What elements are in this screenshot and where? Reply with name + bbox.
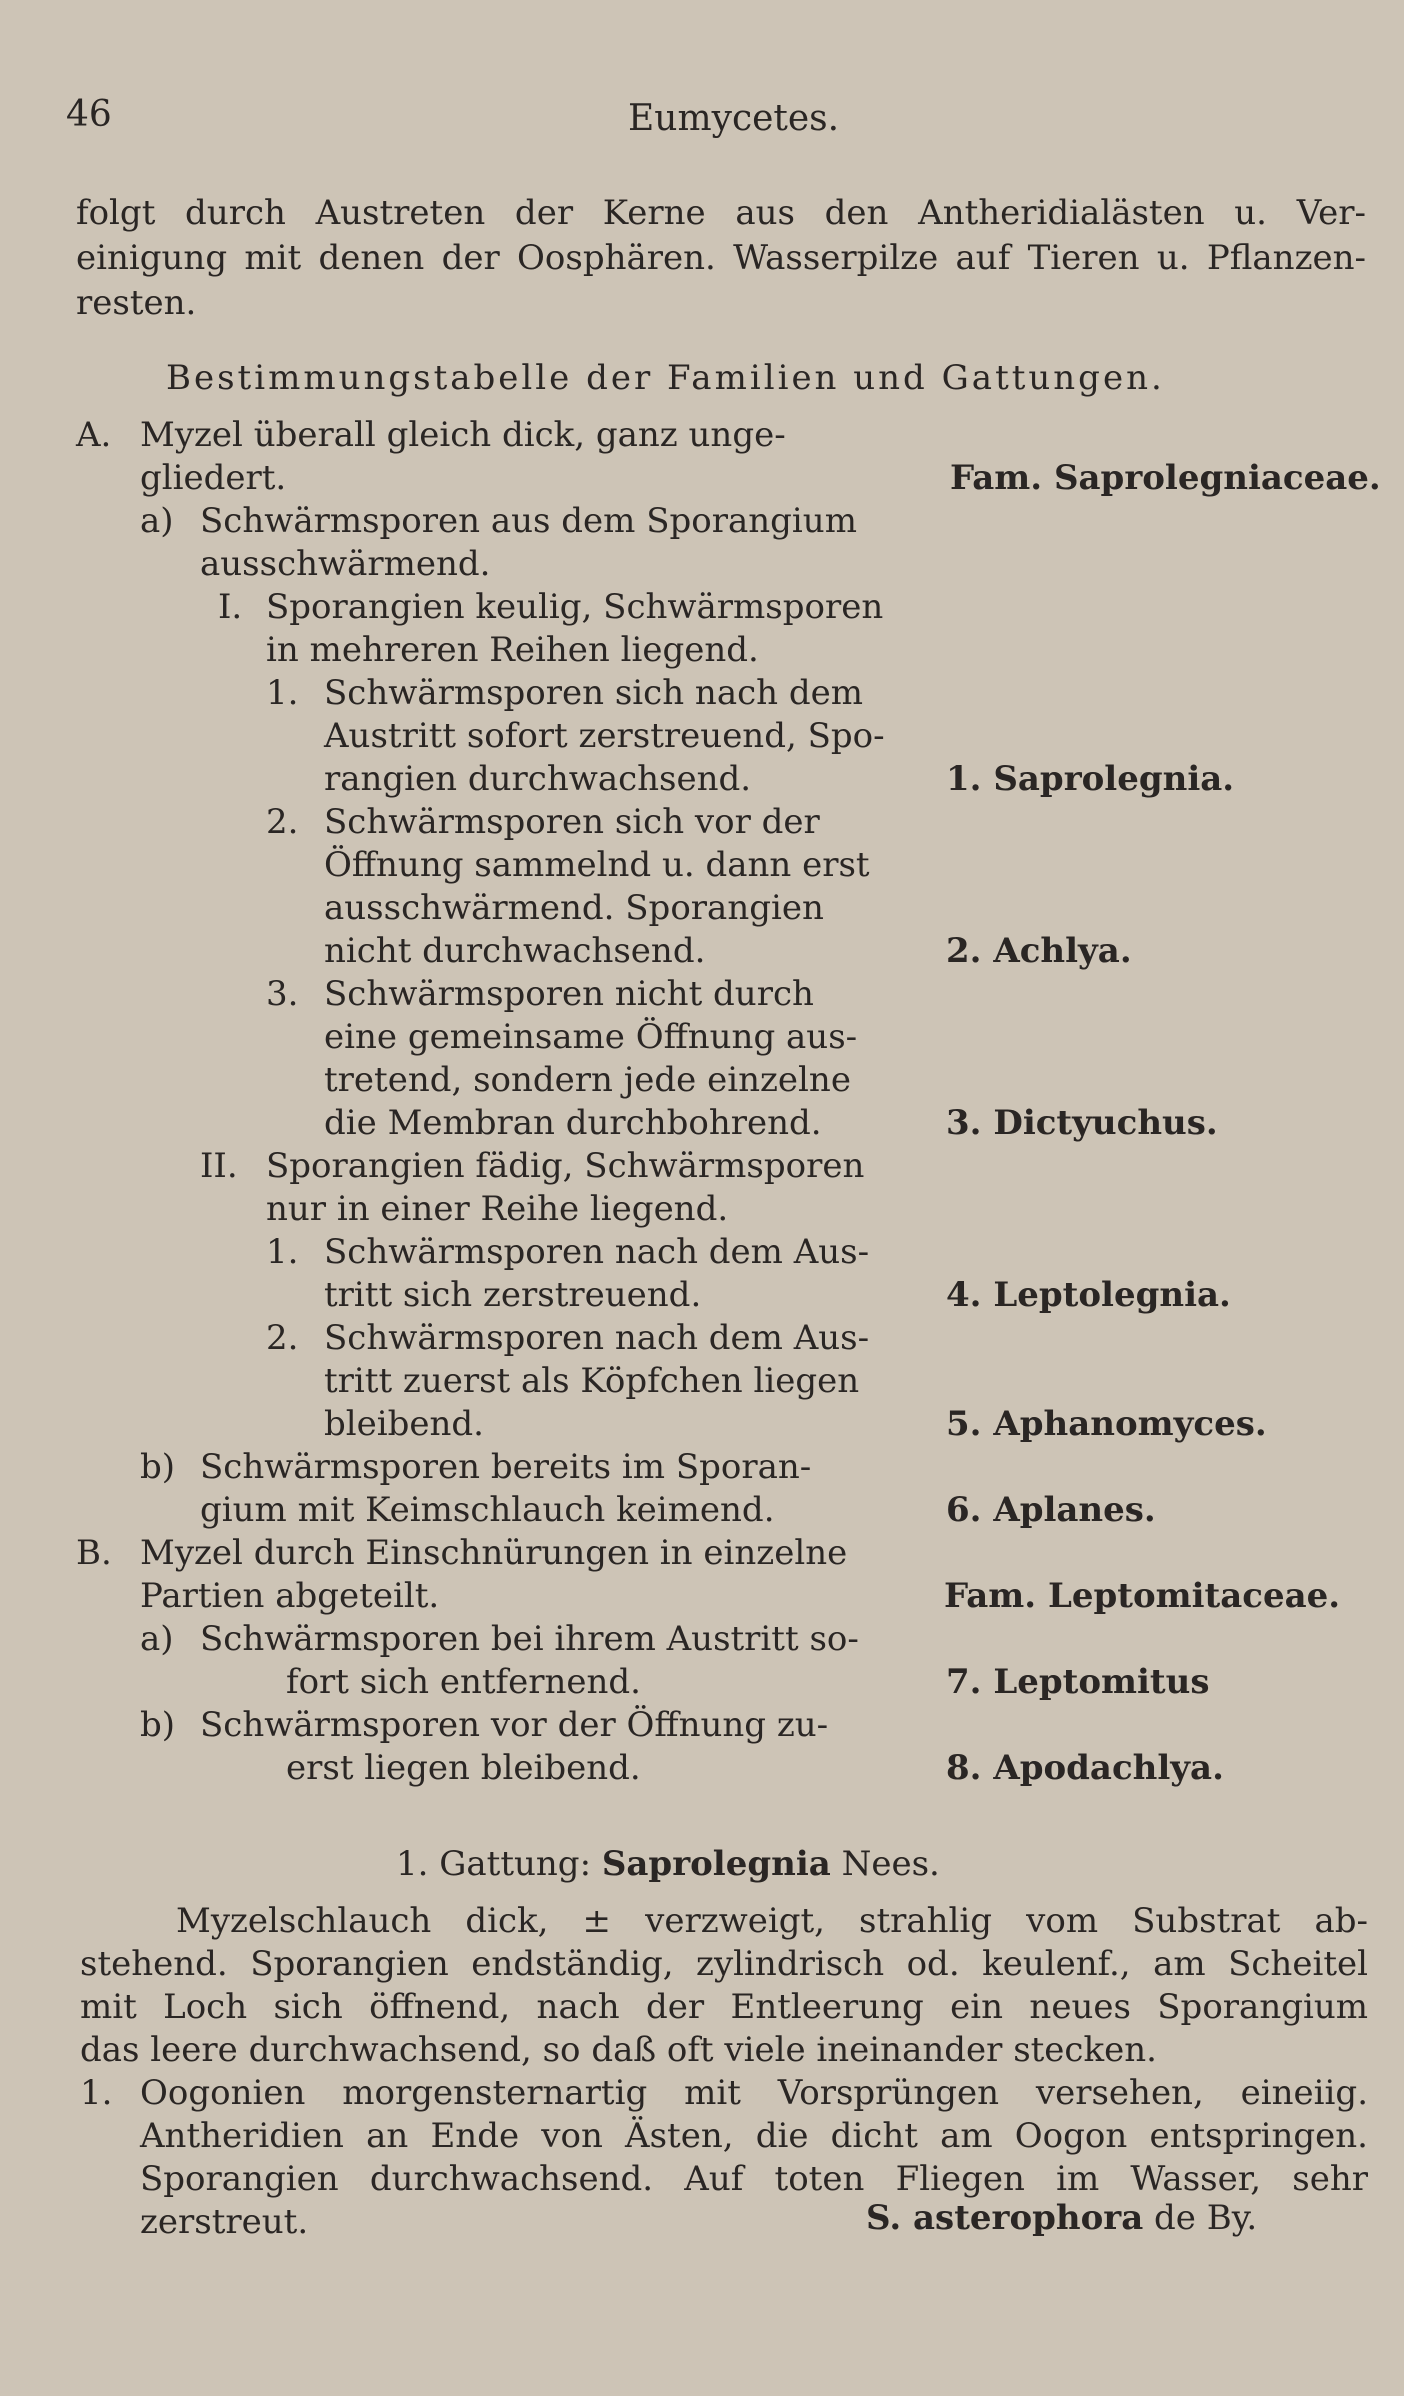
- key-text: tritt zuerst als Köpfchen liegen: [324, 1361, 860, 1401]
- genus-heading-author: Nees.: [841, 1844, 940, 1884]
- key-text: ausschwärmend.: [200, 544, 491, 584]
- key-text: tritt sich zerstreuend.: [324, 1275, 702, 1315]
- key-label: II.: [200, 1146, 238, 1186]
- genus-heading-prefix: 1. Gattung:: [396, 1844, 592, 1884]
- key-text: nicht durchwachsend.: [324, 931, 706, 971]
- genus-desc-line: das leere durchwachsend, so daß oft viele ineinander stecken.: [80, 2030, 1157, 2070]
- key-label: 2.: [266, 1318, 299, 1358]
- species-name: [866, 2197, 1257, 2240]
- intro-line: resten.: [76, 283, 197, 323]
- family-result: Fam. Saprolegniaceae.: [950, 458, 1381, 498]
- species-desc-line: Antheridien an Ende von Ästen, die dicht am Oogon entspringen.: [140, 2116, 1368, 2156]
- genus-desc-line: Myzelschlauch dick, ± verzweigt, strahlig vom Substrat ab-: [176, 1901, 1368, 1941]
- key-text: fort sich entfernend.: [286, 1662, 641, 1702]
- species-author: de By.: [1154, 2198, 1258, 2238]
- key-text: die Membran durchbohrend.: [324, 1103, 822, 1143]
- key-label: a): [140, 1619, 174, 1659]
- key-text: Schwärmsporen sich vor der: [324, 802, 820, 842]
- intro-line: einigung mit denen der Oosphären. Wasserpilze auf Tieren u. Pflanzen-: [76, 238, 1366, 278]
- genus-desc-line: stehend. Sporangien endständig, zylindrisch od. keulenf., am Scheitel: [80, 1944, 1368, 1984]
- key-text: tretend, sondern jede einzelne: [324, 1060, 851, 1100]
- key-text: ausschwärmend. Sporangien: [324, 888, 824, 928]
- key-text: Schwärmsporen aus dem Sporangium: [200, 501, 857, 541]
- key-label: I.: [218, 587, 243, 627]
- genus-result: 8. Apodachlya.: [946, 1748, 1224, 1788]
- intro-line: folgt durch Austreten der Kerne aus den Antheridialästen u. Ver-: [76, 193, 1366, 233]
- key-label: 1.: [266, 673, 299, 713]
- species-number: 1.: [80, 2073, 113, 2113]
- key-text: erst liegen bleibend.: [286, 1748, 641, 1788]
- key-text: Schwärmsporen nach dem Aus-: [324, 1318, 870, 1358]
- species-desc-line: Oogonien morgensternartig mit Vorsprüngen versehen, eineiig.: [140, 2073, 1368, 2113]
- genus-result: 2. Achlya.: [946, 931, 1132, 971]
- key-text: Myzel durch Einschnürungen in einzelne: [140, 1533, 848, 1573]
- key-text: Austritt sofort zerstreuend, Spo-: [324, 716, 885, 756]
- species-binomial: S. asterophora: [866, 2198, 1144, 2238]
- key-text: bleibend.: [324, 1404, 484, 1444]
- key-text: Schwärmsporen nach dem Aus-: [324, 1232, 870, 1272]
- genus-result: 1. Saprolegnia.: [946, 759, 1235, 799]
- key-text: gliedert.: [140, 458, 287, 498]
- key-label: A.: [76, 415, 112, 455]
- running-title: Eumycetes.: [628, 98, 840, 139]
- key-text: in mehreren Reihen liegend.: [266, 630, 759, 670]
- genus-desc-line: mit Loch sich öffnend, nach der Entleerung ein neues Sporangium: [80, 1987, 1368, 2027]
- key-label: 3.: [266, 974, 299, 1014]
- key-text: rangien durchwachsend.: [324, 759, 752, 799]
- genus-result: 7. Leptomitus: [946, 1662, 1210, 1702]
- key-text: Sporangien keulig, Schwärmsporen: [266, 587, 884, 627]
- page-number: 46: [66, 94, 112, 135]
- key-text: Partien abgeteilt.: [140, 1576, 440, 1616]
- key-text: Schwärmsporen sich nach dem: [324, 673, 863, 713]
- family-result: Fam. Leptomitaceae.: [944, 1576, 1341, 1616]
- genus-result: 5. Aphanomyces.: [946, 1404, 1267, 1444]
- key-text: Schwärmsporen nicht durch: [324, 974, 814, 1014]
- genus-result: 3. Dictyuchus.: [946, 1103, 1218, 1143]
- key-text: Öffnung sammelnd u. dann erst: [324, 845, 870, 885]
- key-label: a): [140, 501, 174, 541]
- key-text: Schwärmsporen bei ihrem Austritt so-: [200, 1619, 859, 1659]
- key-text: Schwärmsporen bereits im Sporan-: [200, 1447, 812, 1487]
- species-desc-line: zerstreut.: [140, 2202, 309, 2242]
- key-label: 1.: [266, 1232, 299, 1272]
- key-label: b): [140, 1705, 176, 1745]
- key-text: Sporangien fädig, Schwärmsporen: [266, 1146, 865, 1186]
- key-text: nur in einer Reihe liegend.: [266, 1189, 729, 1229]
- species-desc-line: Sporangien durchwachsend. Auf toten Fliegen im Wasser, sehr: [140, 2159, 1368, 2199]
- genus-heading-name: Saprolegnia: [601, 1844, 831, 1884]
- key-text: eine gemeinsame Öffnung aus-: [324, 1017, 858, 1057]
- key-title: Bestimmungstabelle der Familien und Gattungen.: [166, 358, 1165, 398]
- key-text: Schwärmsporen vor der Öffnung zu-: [200, 1705, 829, 1745]
- genus-result: 4. Leptolegnia.: [946, 1275, 1231, 1315]
- key-text: gium mit Keimschlauch keimend.: [200, 1490, 775, 1530]
- key-text: Myzel überall gleich dick, ganz unge-: [140, 415, 786, 455]
- key-label: 2.: [266, 802, 299, 842]
- key-label: b): [140, 1447, 176, 1487]
- key-label: B.: [76, 1533, 112, 1573]
- genus-heading: [396, 1843, 940, 1886]
- genus-result: 6. Aplanes.: [946, 1490, 1156, 1530]
